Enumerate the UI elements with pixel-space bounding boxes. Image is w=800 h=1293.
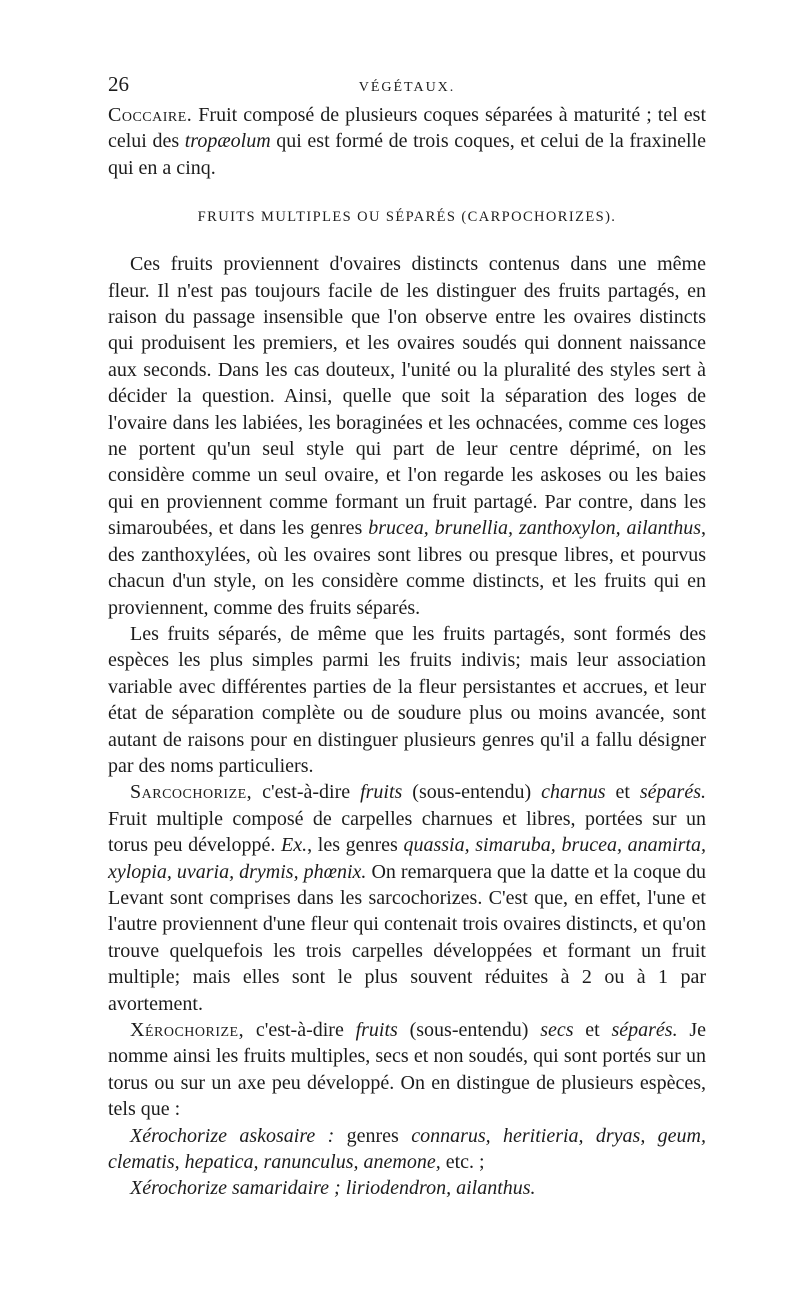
italic-run: connarus, heritieria, dryas, geum, clematis, hepatica, ranunculus, anemone, bbox=[108, 1124, 707, 1174]
italic-run: Ex. bbox=[281, 834, 308, 857]
page-header bbox=[108, 72, 706, 102]
italic-run: charnus bbox=[541, 781, 606, 804]
text-run: qui est formé de trois coques, et celui de la fraxinelle qui en a cinq. bbox=[108, 130, 706, 179]
text-run: c'est-à-dire bbox=[252, 781, 361, 804]
text-run: On remarquera que la datte et la coque du Levant sont comprises dans les sarcochorizes. C'est que, en effet, l'une et l'autre proviennent d'une fleur qui contenait trois ovaires distincts, et qu'on trouve quelquefois les trois carpelles développées et formant un fruit multiple; mais elles sont le plus souvent réduites à 2 ou à 1 par avortement. bbox=[108, 860, 706, 1015]
section-title: FRUITS MULTIPLES OU SÉPARÉS (CARPOCHORIZES). bbox=[197, 209, 617, 226]
italic-run: fruits bbox=[355, 1019, 398, 1041]
text-run: Les fruits séparés, de même que les fruits partagés, sont formés des espèces les plus simples parmi les fruits indivis; mais leur association variable avec différentes parties de la fleur persistantes et accrues, et leur état de séparation complète ou de soudure plus ou moins avancée, sont autant de raisons pour en distinguer plusieurs genres qu'il a fallu désigner par des noms particuliers. bbox=[108, 622, 706, 777]
text-run: et bbox=[573, 1019, 612, 1041]
text-run: Je nomme ainsi les fruits multiples, secs et non soudés, qui sont portés sur un torus ou sur un axe peu développé. On en distingue de plusieurs espèces, tels que : bbox=[108, 1019, 706, 1121]
italic-run: Xérochorize samaridaire ; liriodendron, ailanthus. bbox=[130, 1177, 536, 1200]
paragraph-coccaire bbox=[108, 102, 706, 181]
term-sarcochorize: Sarcochorize, bbox=[130, 781, 253, 804]
text-run: (sous-entendu) bbox=[397, 1019, 541, 1041]
paragraph-separes bbox=[108, 621, 706, 779]
text-run: c'est-à-dire bbox=[244, 1019, 356, 1041]
paragraph-intro bbox=[108, 251, 706, 621]
italic-run: séparés. bbox=[611, 1019, 678, 1041]
paragraph-xerochorize bbox=[108, 1017, 706, 1123]
text-run: etc. ; bbox=[440, 1151, 485, 1174]
text-run: Ces fruits proviennent d'ovaires distincts contenus dans une même fleur. Il n'est pas toujours facile de les distinguer des fruits partagés, en raison du passage insensible que l'on observe entre les ovaires distincts qui produisent les premiers, et les ovaires soudés qui donnent naissance aux seconds. Dans les cas douteux, l'unité ou la pluralité des styles sert à décider la question. Ainsi, quelle que soit la séparation des loges de l'ovaire dans les labiées, les boraginées et les ochnacées, comme ces loges ne portent qu'un seul style qui part de leur centre déprimé, on les considère comme un seul ovaire, et l'on regarde les askoses ou les baies qui en proviennent comme formant un fruit partagé. Par contre, dans les simaroubées, et dans les genres bbox=[108, 253, 706, 540]
text-run: et bbox=[605, 781, 640, 804]
text-run: , des zanthoxylées, où les ovaires sont libres ou presque libres, et pourvus chacun d'un style, on les considère comme distincts, et les fruits qui en proviennent, comme des fruits séparés. bbox=[108, 517, 706, 619]
paragraph-sarcochorize bbox=[108, 779, 706, 1017]
italic-run: brucea, brunellia, zanthoxylon, ailanthus bbox=[368, 517, 701, 540]
term-coccaire: Coccaire. bbox=[108, 104, 193, 126]
italic-run: tropæolum bbox=[184, 130, 271, 153]
running-title: VÉGÉTAUX. bbox=[358, 80, 456, 95]
term-xerochorize: Xérochorize, bbox=[130, 1019, 245, 1041]
text-run: , les genres bbox=[307, 834, 404, 857]
italic-run: Xérochorize askosaire : bbox=[130, 1124, 335, 1147]
italic-run: séparés. bbox=[639, 781, 706, 804]
italic-run: secs bbox=[540, 1019, 574, 1041]
list-item-askosaire bbox=[108, 1123, 706, 1176]
italic-run: quassia, simaruba, brucea, anamirta, xylopia, uvaria, drymis, phœnix. bbox=[108, 834, 706, 883]
italic-run: fruits bbox=[360, 781, 403, 804]
text-run: Fruit multiple composé de carpelles charnues et libres, portées sur un torus peu développé. bbox=[108, 807, 706, 857]
text-run: Fruit composé de plusieurs coques séparées à maturité ; tel est celui des bbox=[108, 104, 706, 153]
list-item-samaridaire bbox=[108, 1175, 706, 1201]
page-number: 26 bbox=[108, 72, 129, 96]
text-run: (sous-entendu) bbox=[402, 781, 542, 804]
text-run: genres bbox=[334, 1124, 412, 1147]
